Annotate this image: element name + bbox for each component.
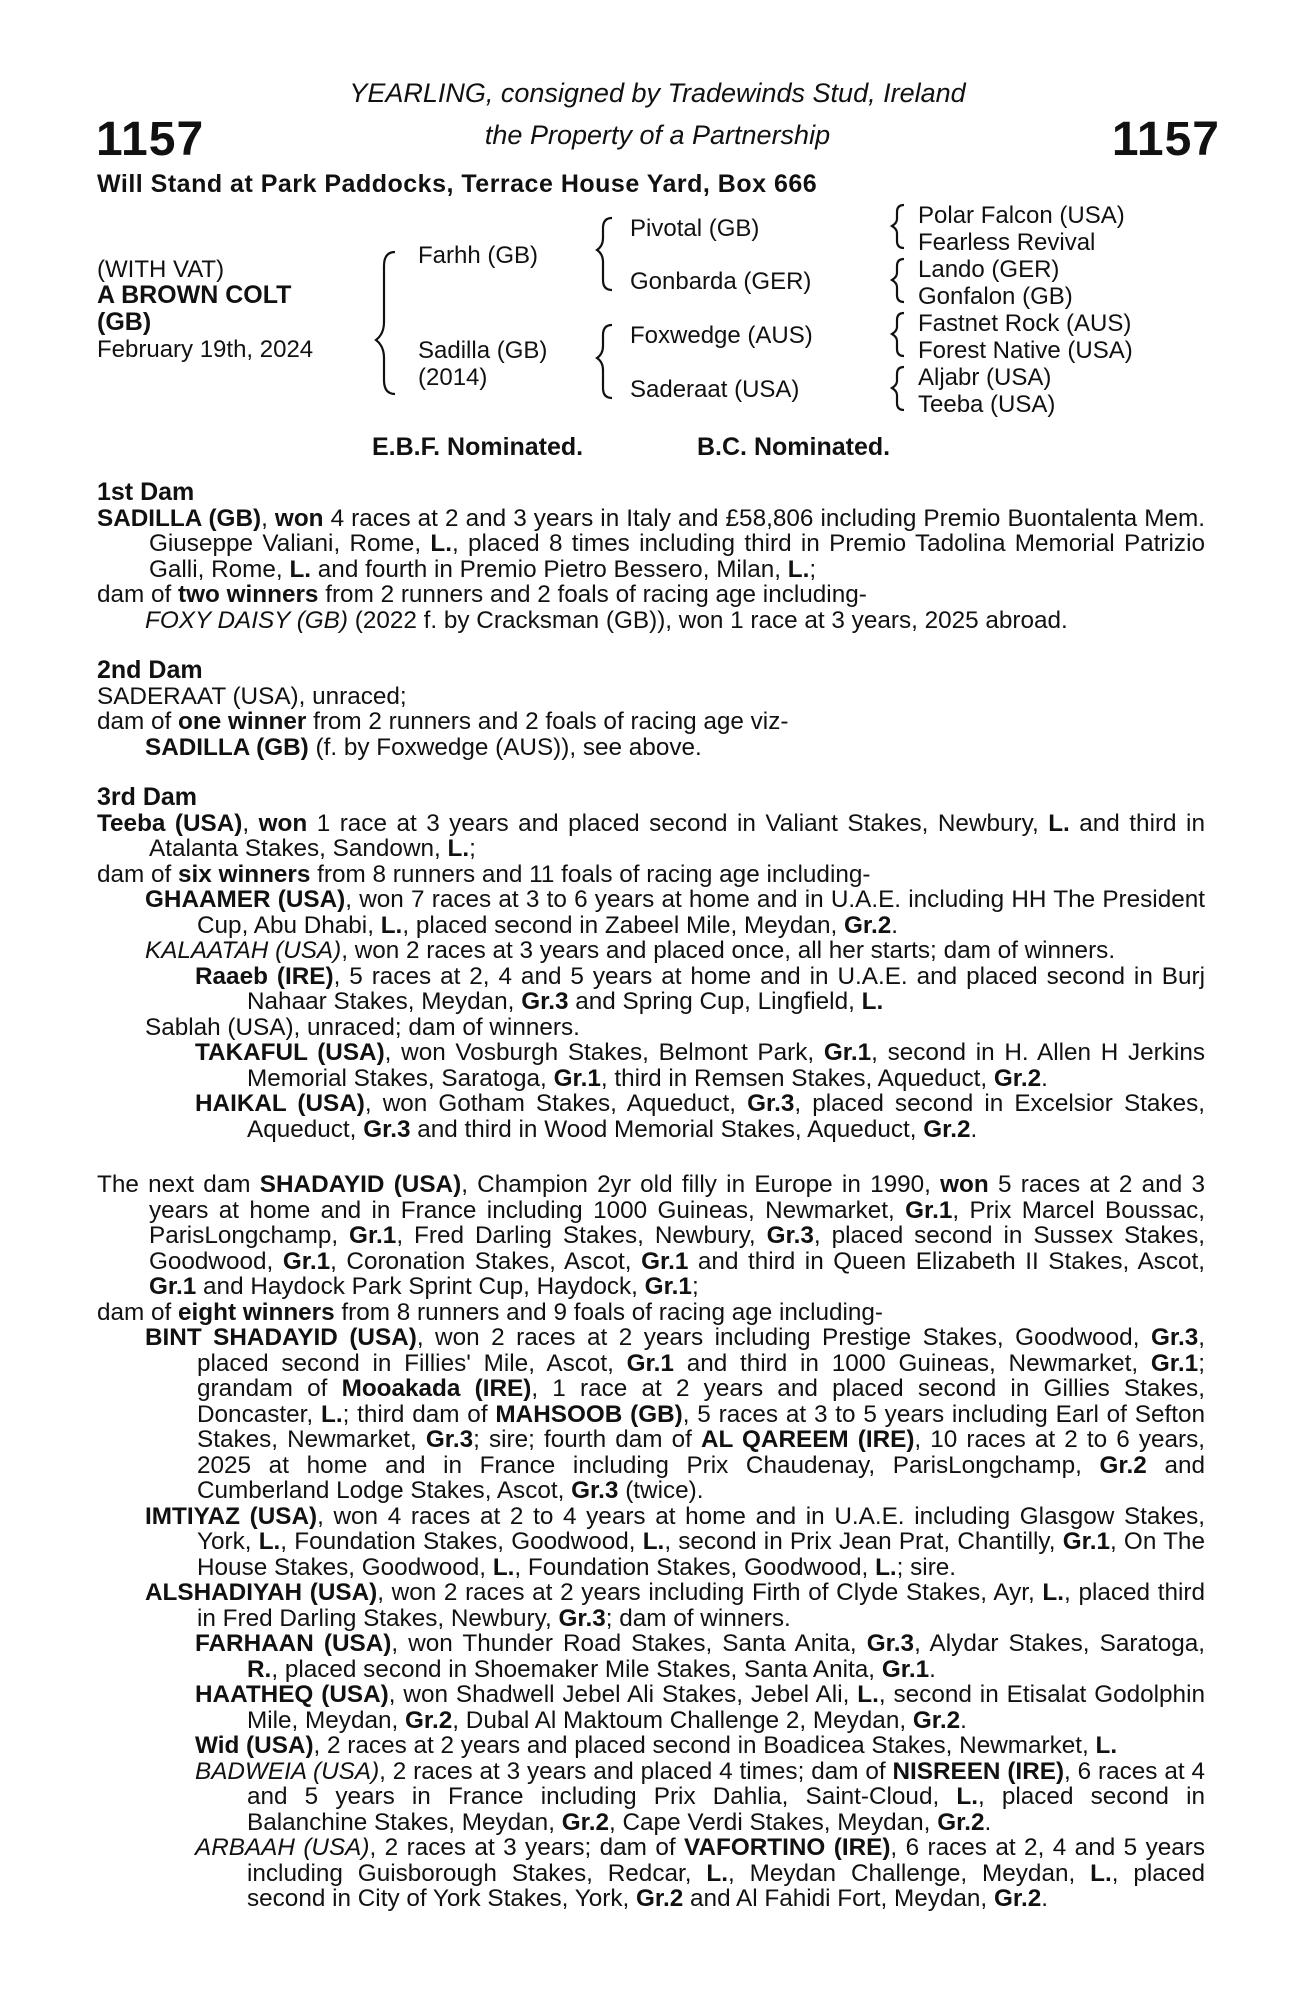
dam: Sadilla (GB) — [418, 337, 548, 364]
dam-dam: Saderaat (USA) — [630, 376, 800, 403]
next-dam-record: The next dam SHADAYID (USA), Champion 2yr old filly in Europe in 1990, won 5 races at 2 and 3 years at home and in France including 1000 Guineas, Newmarket, Gr.1, Prix Marcel Boussac, ParisLongchamp, Gr.1, Fred Darling Stakes, Newbury, Gr.3, placed second in Sussex Stakes, Goodwood, Gr.1, Coronation Stakes, Ascot, Gr.1 and third in Queen Elizabeth II Stakes, Ascot, Gr.1 and Haydock Park Sprint Cup, Haydock, Gr.1; — [97, 1171, 1205, 1300]
dam-sire: Foxwedge (AUS) — [630, 322, 813, 349]
gg-6: Forest Native (USA) — [918, 337, 1133, 364]
entry-raaeb: Raaeb (IRE), 5 races at 2, 4 and 5 years at home and in U.A.E. and placed second in Burj Nahaar Stakes, Meydan, Gr.3 and Spring Cup, Lingfield, L. — [195, 962, 1205, 1015]
first-dam-produce: dam of two winners from 2 runners and 2 foals of racing age including- — [97, 581, 867, 608]
third-dam-produce: dam of six winners from 8 runners and 11 foals of racing age including- — [97, 860, 871, 888]
entry-bint-shadayid: BINT SHADAYID (USA), won 2 races at 2 years including Prestige Stakes, Goodwood, Gr.3, placed second in Fillies' Mile, Ascot, Gr.1 and third in 1000 Guineas, Newmarket, Gr.1; grandam of Mooakada (IRE), 1 race at 2 years and placed second in Gillies Stakes, Doncaster, L.; third dam of MAHSOOB (GB), 5 races at 3 to 5 years including Earl of Sefton Stakes, Newmarket, Gr.3; sire; fourth dam of AL QAREEM (IRE), 10 races at 2 to 6 years, 2025 at home and in France including Prix Chaudenay, ParisLongchamp, Gr.2 and Cumberland Lodge Stakes, Ascot, Gr.3 (twice). — [145, 1324, 1205, 1504]
first-dam-record: SADILLA (GB), won 4 races at 2 and 3 years in Italy and £58,806 including Premio Buontalenta Mem. Giuseppe Valiani, Rome, L., placed 8 times including third in Premio Tadolina Memorial Patrizio Galli, Rome, L. and fourth in Premio Pietro Bessero, Milan, L.; — [97, 504, 1205, 583]
next-dam-produce: dam of eight winners from 8 runners and 9 foals of racing age including- — [97, 1298, 884, 1326]
ebf-nomination: E.B.F. Nominated. — [372, 433, 584, 461]
second-dam-line: SADERAAT (USA), unraced; — [97, 682, 407, 710]
bc-nomination: B.C. Nominated. — [697, 433, 891, 461]
lot-number-left: 1157 — [96, 113, 205, 166]
entry-alshadiyah: ALSHADIYAH (USA), won 2 races at 2 years including Firth of Clyde Stakes, Ayr, L., placed third in Fred Darling Stakes, Newbury, Gr.3; dam of winners. — [145, 1579, 1205, 1632]
gg-5: Fastnet Rock (AUS) — [918, 310, 1132, 337]
consignor-line: YEARLING, consigned by Tradewinds Stud, Ireland — [349, 78, 966, 108]
lot-number-right: 1157 — [1111, 113, 1220, 166]
catalogue-body — [97, 480, 1205, 1912]
entry-wid: Wid (USA), 2 races at 2 years and placed second in Boadicea Stakes, Newmarket, L. — [195, 1732, 1118, 1759]
horse-origin: (GB) — [97, 308, 152, 336]
entry-farhaan: FARHAAN (USA), won Thunder Road Stakes, Santa Anita, Gr.3, Alydar Stakes, Saratoga, R., placed second in Shoemaker Mile Stakes, Santa Anita, Gr.1. — [195, 1630, 1206, 1683]
entry-kalaatah: KALAATAH (USA), won 2 races at 3 years and placed once, all her starts; dam of winners. — [145, 937, 1116, 964]
gg-3: Lando (GER) — [918, 256, 1060, 283]
stabling-line: Will Stand at Park Paddocks, Terrace House Yard, Box 666 — [97, 170, 818, 198]
gg-2: Fearless Revival — [918, 229, 1096, 256]
second-dam-produce: dam of one winner from 2 runners and 2 foals of racing age viz- — [97, 708, 789, 735]
entry-takaful: TAKAFUL (USA), won Vosburgh Stakes, Belmont Park, Gr.1, second in H. Allen H Jerkins Memorial Stakes, Saratoga, Gr.1, third in Remsen Stakes, Aqueduct, Gr.2. — [195, 1039, 1205, 1092]
sire-dam: Gonbarda (GER) — [630, 268, 812, 295]
gg-8: Teeba (USA) — [918, 391, 1056, 418]
property-line: the Property of a Partnership — [484, 120, 831, 150]
gg-4: Gonfalon (GB) — [918, 283, 1073, 310]
vat-label: (WITH VAT) — [97, 256, 225, 283]
entry-arbaah: ARBAAH (USA), 2 races at 3 years; dam of VAFORTINO (IRE), 6 races at 2, 4 and 5 years including Guisborough Stakes, Redcar, L., Meydan Challenge, Meydan, L., placed second in City of York Stakes, York, Gr.2 and Al Fahidi Fort, Meydan, Gr.2. — [195, 1834, 1205, 1912]
sire-sire: Pivotal (GB) — [630, 215, 760, 242]
gg-7: Aljabr (USA) — [918, 364, 1052, 391]
third-dam-record: Teeba (USA), won 1 race at 3 years and placed second in Valiant Stakes, Newbury, L. and third in Atalanta Stakes, Sandown, L.; — [97, 809, 1205, 862]
entry-haatheq: HAATHEQ (USA), won Shadwell Jebel Ali Stakes, Jebel Ali, L., second in Etisalat Godolphin Mile, Meydan, Gr.2, Dubal Al Maktoum Challenge 2, Meydan, Gr.2. — [195, 1681, 1205, 1734]
second-dam-foal: SADILLA (GB) (f. by Foxwedge (AUS)), see above. — [145, 733, 702, 761]
first-dam-foal: FOXY DAISY (GB) (2022 f. by Cracksman (GB)), won 1 race at 3 years, 2025 abroad. — [145, 606, 1068, 634]
second-dam-heading: 2nd Dam — [97, 656, 203, 684]
first-dam-heading: 1st Dam — [97, 478, 195, 506]
entry-imtiyaz: IMTIYAZ (USA), won 4 races at 2 to 4 years at home and in U.A.E. including Glasgow Stakes, York, L., Foundation Stakes, Goodwood, L., second in Prix Jean Prat, Chantilly, Gr.1, On The House Stakes, Goodwood, L., Foundation Stakes, Goodwood, L.; sire. — [145, 1502, 1205, 1581]
entry-ghaamer: GHAAMER (USA), won 7 races at 3 to 6 years at home and in U.A.E. including HH The President Cup, Abu Dhabi, L., placed second in Zabeel Mile, Meydan, Gr.2. — [145, 886, 1205, 939]
entry-badweia: BADWEIA (USA), 2 races at 3 years and placed 4 times; dam of NISREEN (IRE), 6 races at 4 and 5 years in France including Prix Dahlia, Saint-Cloud, L., placed second in Balanchine Stakes, Meydan, Gr.2, Cape Verdi Stakes, Meydan, Gr.2. — [195, 1757, 1205, 1836]
entry-sablah: Sablah (USA), unraced; dam of winners. — [145, 1013, 580, 1041]
entry-haikal: HAIKAL (USA), won Gotham Stakes, Aqueduct, Gr.3, placed second in Excelsior Stakes, Aqueduct, Gr.3 and third in Wood Memorial Stakes, Aqueduct, Gr.2. — [195, 1090, 1205, 1143]
foaling-date: February 19th, 2024 — [97, 336, 314, 363]
sire: Farhh (GB) — [418, 242, 539, 269]
third-dam-heading: 3rd Dam — [97, 783, 198, 811]
dam-year: (2014) — [418, 364, 488, 391]
gg-1: Polar Falcon (USA) — [918, 202, 1125, 229]
pedigree-brackets — [0, 0, 1315, 440]
horse-description: A BROWN COLT — [97, 281, 292, 309]
